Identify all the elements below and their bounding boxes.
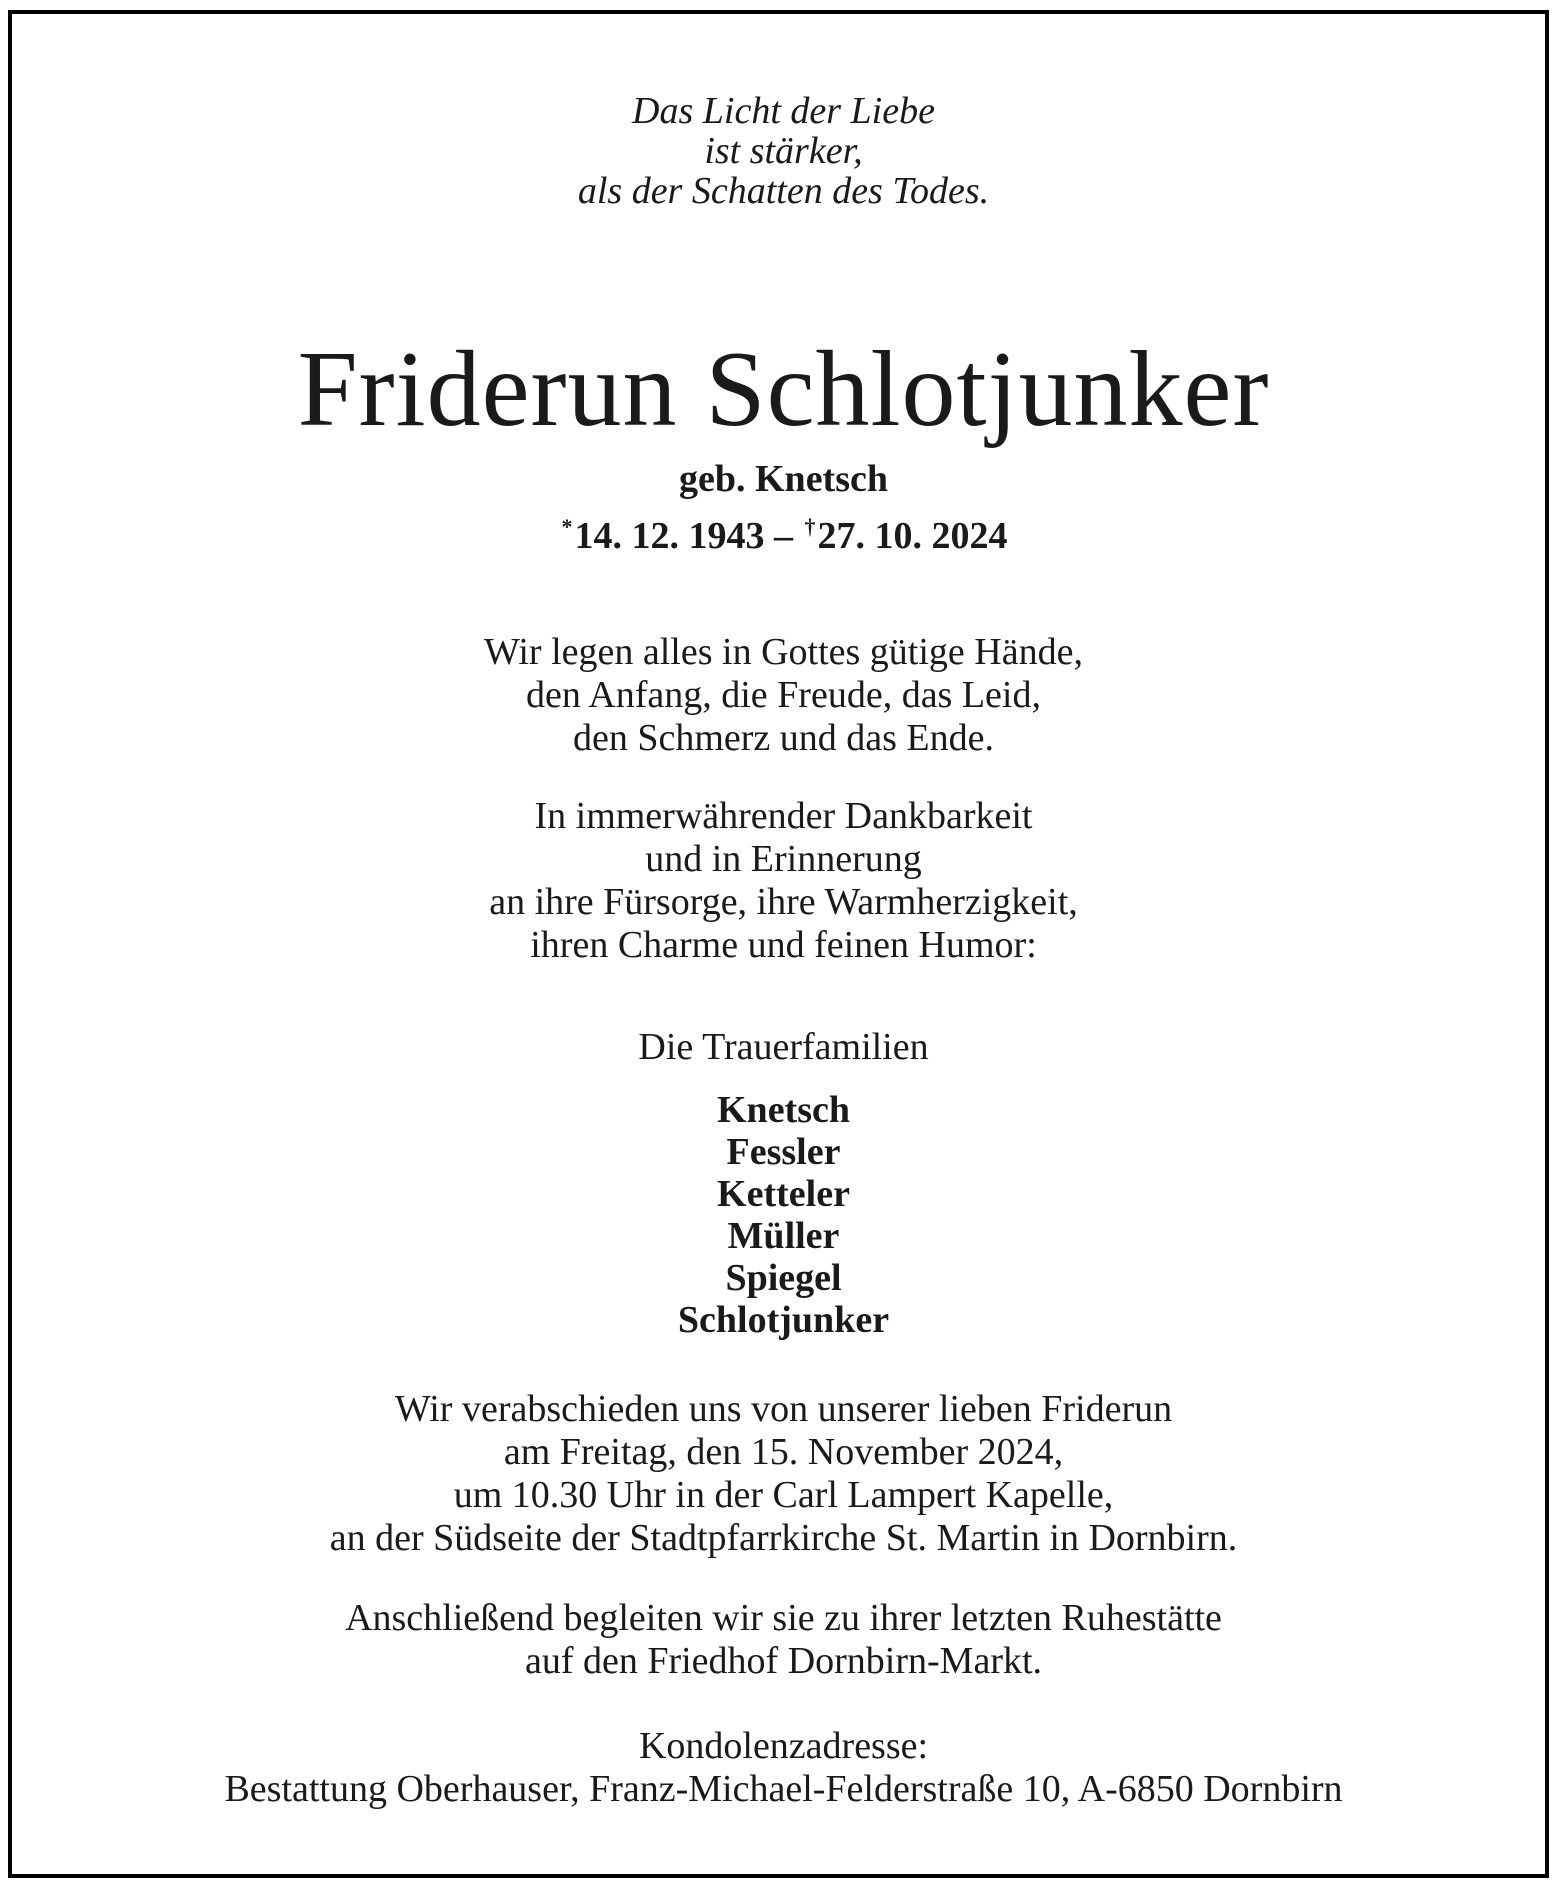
psalm-line: den Schmerz und das Ende.	[572, 717, 995, 759]
death-symbol: †	[804, 514, 816, 539]
gratitude-line: ihren Charme und feinen Humor:	[530, 924, 1037, 966]
burial-line: Anschließend begleiten wir sie zu ihrer letzten Ruhestätte	[345, 1597, 1222, 1639]
condolence-label: Kondolenzadresse:	[638, 1725, 929, 1767]
gratitude-line: In immerwährender Dankbarkeit	[534, 795, 1033, 837]
family-name: Knetsch	[717, 1089, 850, 1131]
birth-symbol: *	[561, 514, 573, 539]
condolence-address	[0, 1725, 1567, 1811]
family-name: Müller	[727, 1215, 840, 1257]
family-name: Spiegel	[725, 1257, 842, 1299]
gratitude-line: und in Erinnerung	[645, 838, 922, 880]
burial-line: auf den Friedhof Dornbirn-Markt.	[524, 1640, 1043, 1682]
psalm-line: Wir legen alles in Gottes gütige Hände,	[484, 631, 1083, 673]
life-dates	[0, 505, 1567, 558]
motto-verse	[0, 91, 1567, 211]
motto-line: als der Schatten des Todes.	[577, 170, 990, 212]
motto-line: ist stärker,	[704, 130, 863, 172]
condolence-address-text: Bestattung Oberhauser, Franz-Michael-Felderstraße 10, A-6850 Dornbirn	[224, 1768, 1343, 1810]
psalm-verse	[0, 631, 1567, 760]
death-date: 27. 10. 2024	[817, 515, 1008, 557]
birth-date: 14. 12. 1943	[574, 515, 765, 557]
psalm-line: den Anfang, die Freude, das Leid,	[526, 674, 1041, 716]
deceased-name: Friderun Schlotjunker	[297, 330, 1270, 449]
farewell-line: an der Südseite der Stadtpfarrkirche St. Martin in Dornbirn.	[329, 1517, 1238, 1559]
families-label: Die Trauerfamilien	[638, 1026, 929, 1068]
burial-details	[0, 1597, 1567, 1683]
gratitude-line: an ihre Fürsorge, ihre Warmherzigkeit,	[489, 881, 1078, 923]
birth-name: geb. Knetsch	[679, 458, 888, 500]
farewell-line: um 10.30 Uhr in der Carl Lampert Kapelle,	[453, 1474, 1114, 1516]
family-name: Schlotjunker	[677, 1299, 890, 1341]
farewell-line: Wir verabschieden uns von unserer lieben Friderun	[394, 1388, 1173, 1430]
family-names-list	[0, 1089, 1567, 1341]
family-name: Ketteler	[717, 1173, 850, 1215]
farewell-details	[0, 1388, 1567, 1560]
gratitude-text	[0, 795, 1567, 967]
date-separator: –	[764, 515, 803, 557]
family-name: Fessler	[726, 1131, 841, 1173]
farewell-line: am Freitag, den 15. November 2024,	[503, 1431, 1064, 1473]
motto-line: Das Licht der Liebe	[632, 90, 935, 132]
